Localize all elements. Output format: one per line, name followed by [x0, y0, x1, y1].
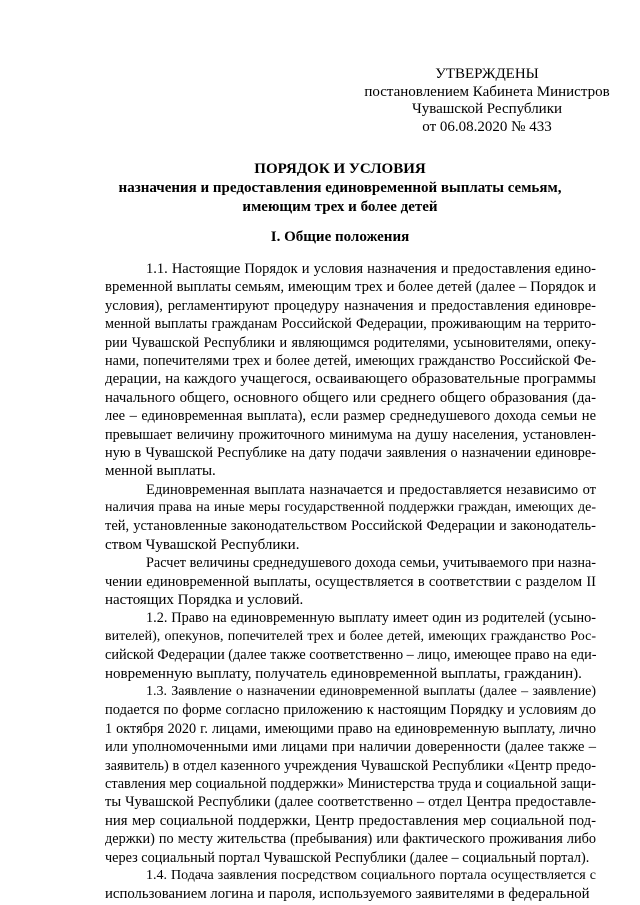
- paragraph-line: сийской Федерации (далее также соответственно – лицо, имеющее право на еди-: [105, 647, 597, 664]
- approval-line: УТВЕРЖДЕНЫ: [435, 66, 539, 82]
- document-title: [60, 160, 620, 217]
- paragraph-line: чении единовременной выплаты, осуществляется в соответствии с разделом II: [105, 573, 596, 590]
- document-body: [105, 260, 596, 904]
- body-paragraph: [105, 554, 596, 609]
- body-paragraph: [105, 481, 596, 555]
- paragraph-line: начального общего, основного общего или среднего общего образования (да-: [105, 389, 596, 406]
- paragraph-line: 1.1. Настоящие Порядок и условия назначения и предоставления едино-: [146, 261, 596, 277]
- paragraph-line: ством Чувашской Республики.: [105, 536, 300, 553]
- paragraph-line: использованием логина и пароля, используемого заявителями в федеральной: [105, 886, 590, 903]
- paragraph-line: ты Чувашской Республики (далее соответственно – отдел Центра предоставле-: [105, 794, 596, 811]
- paragraph-line: настоящих Порядка и условий.: [105, 592, 304, 609]
- body-paragraph: [105, 867, 596, 904]
- title-line: имеющим трех и более детей: [242, 199, 438, 215]
- paragraph-line: дерации, на каждого учащегося, осваивающего образовательные программы: [105, 371, 596, 388]
- paragraph-line: новременную выплату, получатель единовременной выплаты, гражданин).: [105, 665, 582, 682]
- paragraph-line: ния мер социальной поддержки, Центр предоставления мер социальной под-: [105, 812, 596, 829]
- paragraph-line: ставления мер социальной поддержки» Министерства труда и социальной защи-: [105, 775, 596, 792]
- paragraph-line: 1.4. Подача заявления посредством социального портала осуществляется с: [146, 867, 596, 883]
- body-paragraph: [105, 260, 596, 481]
- paragraph-line: вителей), опекунов, попечителей трех и более детей, имеющих гражданство Рос-: [105, 628, 596, 644]
- paragraph-line: ную в Чувашской Республике на дату подачи заявления о назначении единовре-: [105, 444, 596, 461]
- approval-stamp: [362, 66, 612, 136]
- paragraph-line: нами, попечителями трех и более детей, имеющих гражданство Российской Фе-: [105, 352, 596, 369]
- paragraph-line: Единовременная выплата назначается и предоставляется независимо от: [146, 481, 596, 498]
- paragraph-line: менной выплаты гражданам Российской Федерации, проживающим на террито-: [105, 316, 596, 333]
- paragraph-line: через социальный портал Чувашской Республики (далее – социальный портал).: [105, 849, 590, 866]
- title-line: назначения и предоставления единовременной выплаты семьям,: [118, 180, 562, 196]
- paragraph-line: подается по форме согласно приложению к настоящим Порядку и условиям до: [105, 702, 596, 719]
- title-line: ПОРЯДОК И УСЛОВИЯ: [254, 161, 426, 177]
- paragraph-line: держки) по месту жительства (пребывания) или фактического проживания либо: [105, 831, 596, 848]
- approval-line: постановлением Кабинета Министров: [364, 83, 610, 100]
- paragraph-line: наличия права на иные меры государственной поддержки граждан, имеющих де-: [105, 500, 596, 516]
- paragraph-line: заявитель) в отдел казенного учреждения Чувашской Республики «Центр предо-: [105, 757, 596, 774]
- paragraph-line: временной выплаты семьям, имеющим трех и более детей (далее – Порядок и: [105, 279, 596, 296]
- paragraph-line: менной выплаты.: [105, 463, 216, 480]
- paragraph-line: лее – единовременная выплата), если размер среднедушевого дохода семьи не: [105, 408, 596, 425]
- paragraph-line: превышает величину прожиточного минимума на душу населения, установлен-: [105, 426, 596, 443]
- paragraph-line: условия), регламентируют процедуру назначения и предоставления единовре-: [105, 297, 596, 314]
- paragraph-line: Расчет величины среднедушевого дохода семьи, учитываемого при назна-: [146, 555, 597, 572]
- approval-line: от 06.08.2020 № 433: [422, 118, 552, 135]
- paragraph-line: 1.2. Право на единовременную выплату имеет один из родителей (усыно-: [146, 610, 596, 627]
- paragraph-line: рии Чувашской Республики и являющимся родителями, усыновителями, опеку-: [105, 334, 596, 351]
- paragraph-line: или уполномоченными ими лицами при наличии доверенности (далее также –: [105, 739, 596, 756]
- paragraph-line: 1 октября 2020 г. лицами, имеющими право на единовременную выплату, лично: [105, 720, 596, 737]
- body-paragraph: [105, 683, 596, 867]
- paragraph-line: тей, установленные законодательством Российской Федерации и законодатель-: [105, 518, 596, 535]
- body-paragraph: [105, 609, 596, 683]
- approval-line: Чувашской Республики: [411, 101, 563, 117]
- section-heading: I. Общие положения: [270, 229, 410, 245]
- paragraph-line: 1.3. Заявление о назначении единовременной выплаты (далее – заявление): [146, 683, 596, 699]
